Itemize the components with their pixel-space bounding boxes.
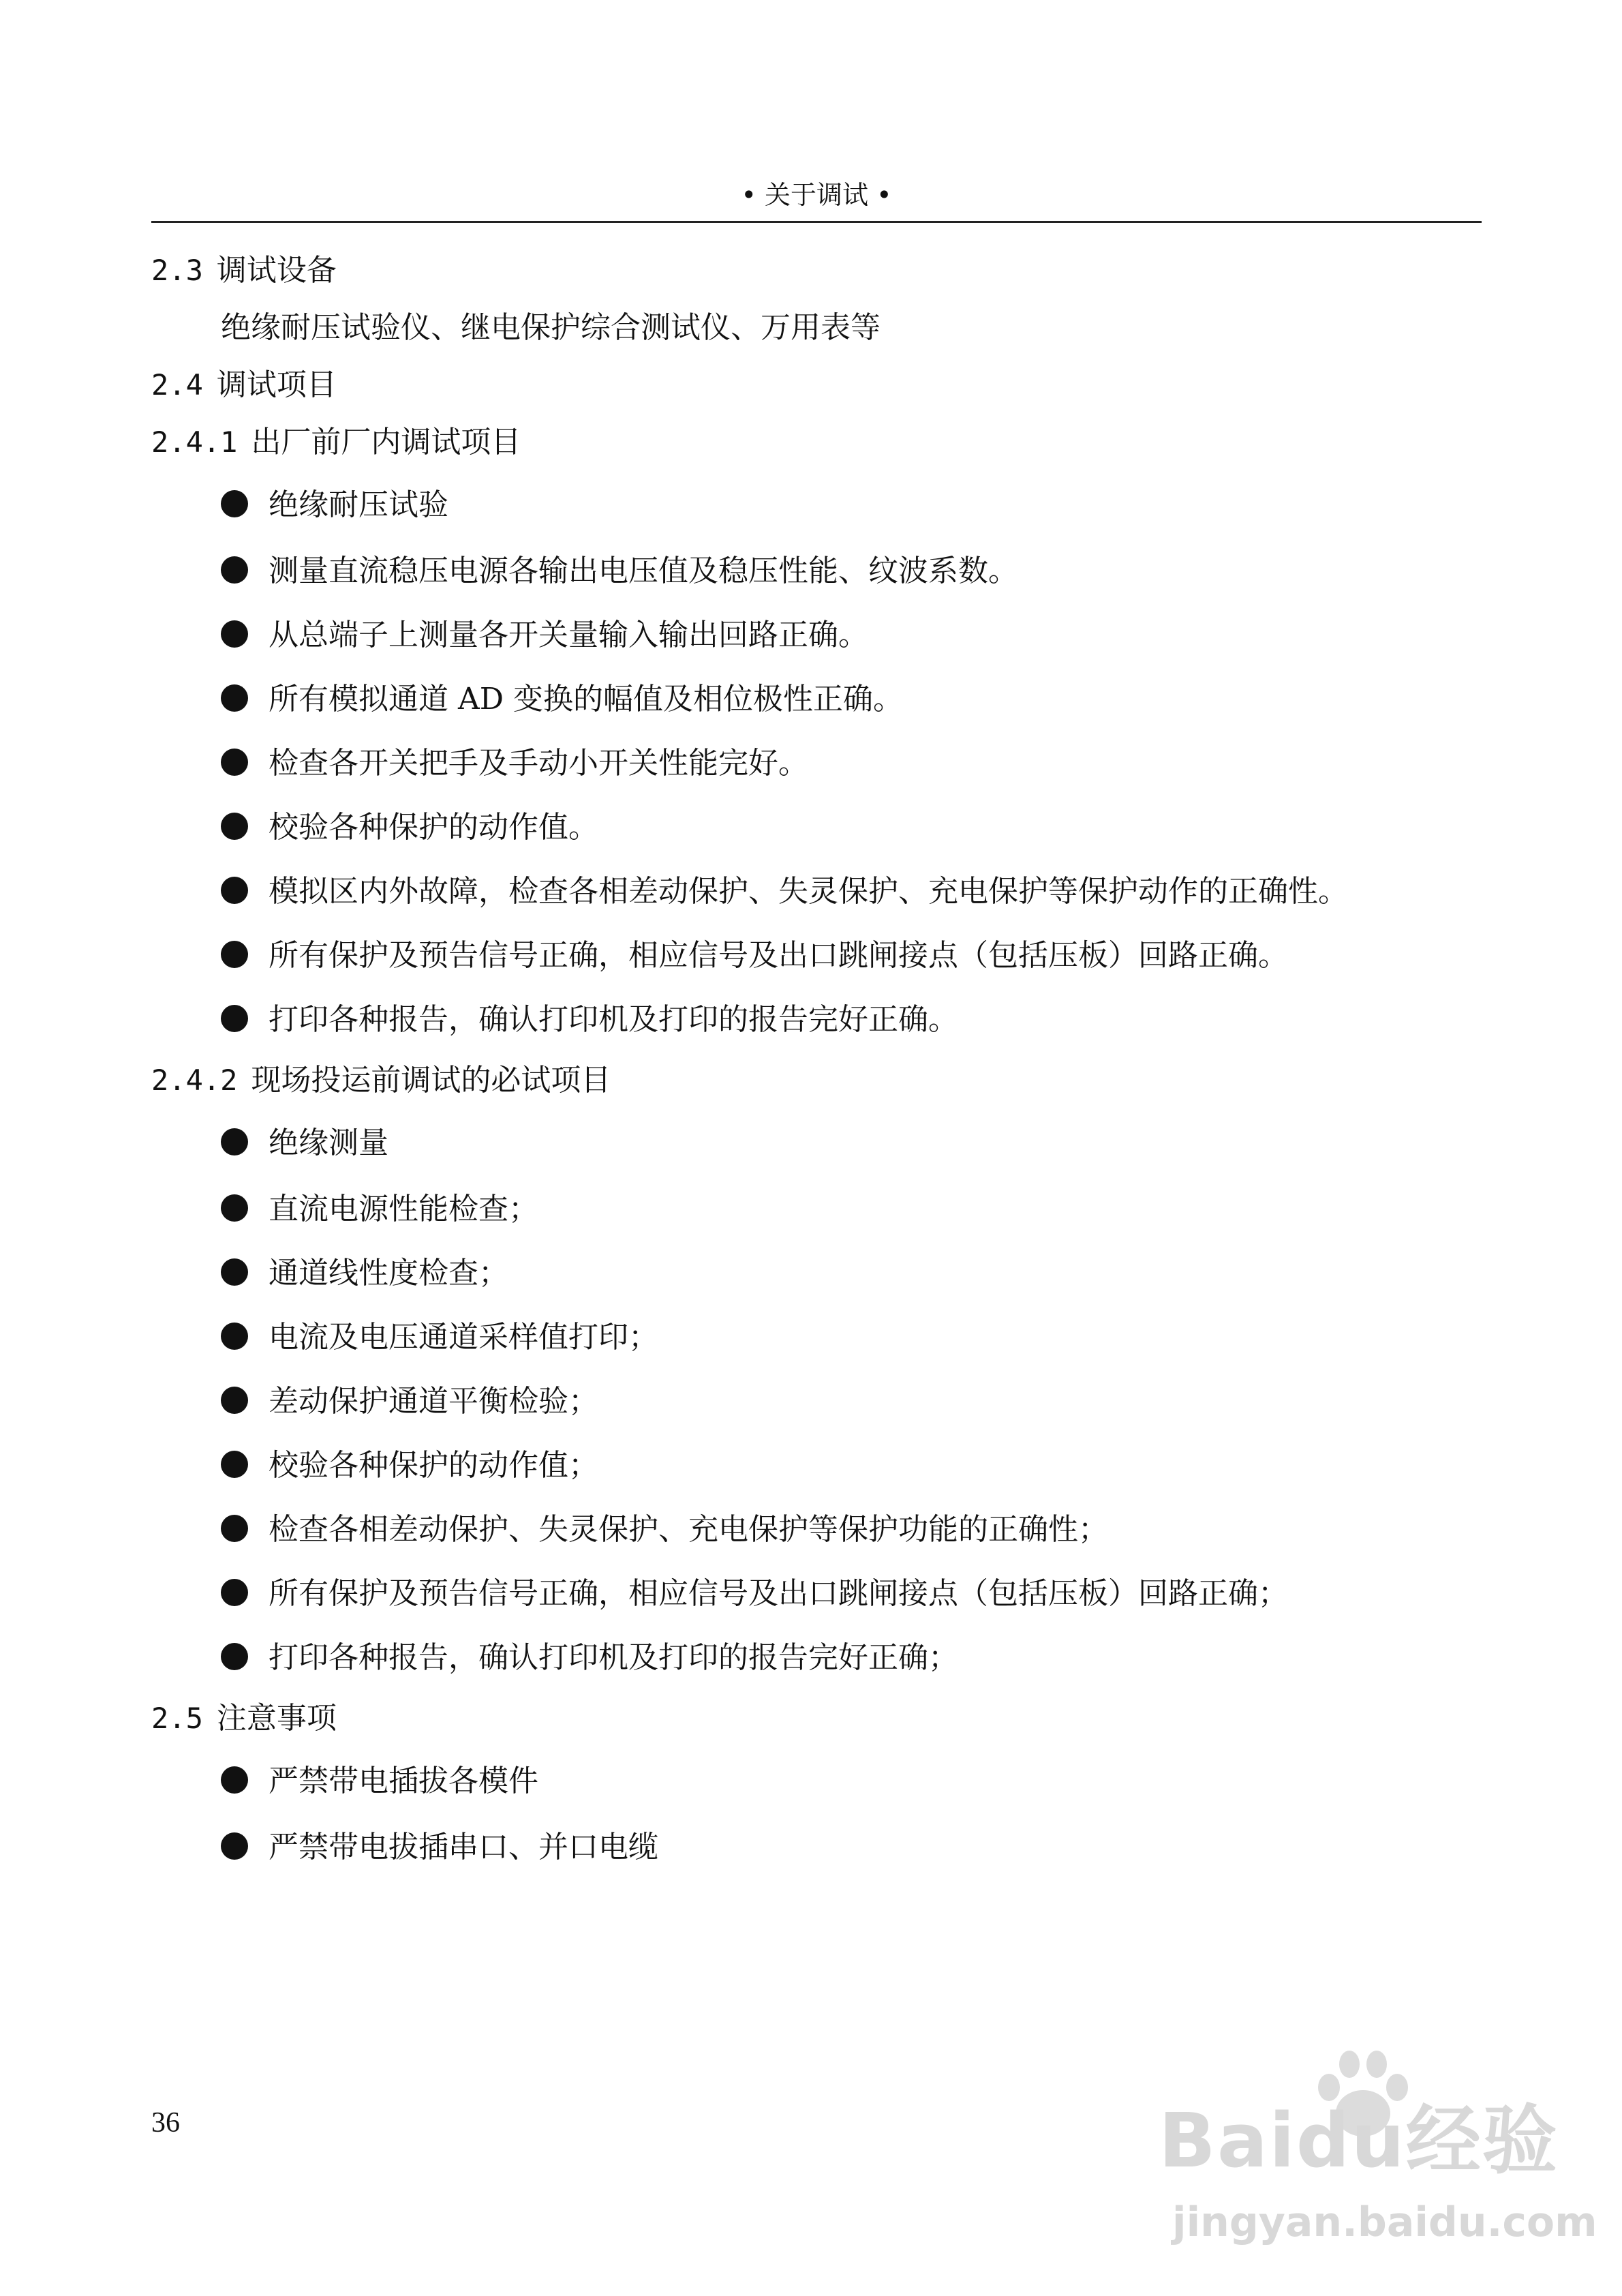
bullet-icon	[221, 1128, 248, 1155]
list-item-text: 所有保护及预告信号正确，相应信号及出口跳闸接点（包括压板）回路正确；	[269, 1576, 1288, 1611]
section-heading	[151, 357, 1482, 414]
section-title: 调试设备	[216, 253, 337, 288]
bullet-icon	[221, 1194, 248, 1222]
section-number: 2.4.2	[151, 1063, 238, 1097]
bullet-icon	[221, 1515, 248, 1542]
bullet-icon	[221, 1832, 248, 1860]
list-item	[151, 1370, 1482, 1434]
baidu-jingyan-watermark	[1131, 2045, 1597, 2277]
section-number: 2.3	[151, 254, 203, 287]
list-item-text: 差动保护通道平衡检验；	[269, 1384, 598, 1419]
bullet-icon	[221, 1387, 248, 1414]
section-heading	[151, 242, 1482, 299]
bullet-icon	[221, 620, 248, 648]
list-item	[151, 667, 1482, 731]
list-item-text: 校验各种保护的动作值。	[269, 810, 598, 845]
list-item	[151, 1434, 1482, 1498]
bullet-icon	[221, 1258, 248, 1286]
bullet-icon	[221, 556, 248, 584]
list-item	[151, 1747, 1482, 1815]
section-number: 2.4.1	[151, 425, 238, 459]
list-item-text: 所有保护及预告信号正确，相应信号及出口跳闸接点（包括压板）回路正确。	[269, 938, 1288, 973]
bullet-icon	[221, 877, 248, 904]
list-item-text: 检查各开关把手及手动小开关性能完好。	[269, 746, 808, 781]
list-item	[151, 796, 1482, 860]
list-item	[151, 1241, 1482, 1305]
list-item-text: 校验各种保护的动作值；	[269, 1448, 598, 1483]
list-item	[151, 1562, 1482, 1626]
bullet-icon	[221, 1579, 248, 1606]
section-number: 2.4	[151, 368, 203, 402]
bullet-icon	[221, 1643, 248, 1670]
section-title: 注意事项	[216, 1701, 337, 1736]
list-item	[151, 1815, 1482, 1879]
list-item-text: 通道线性度检查；	[269, 1256, 508, 1290]
list-item-text: 检查各相差动保护、失灵保护、充电保护等保护功能的正确性；	[269, 1512, 1108, 1547]
list-item-text: 绝缘耐压试验	[269, 487, 448, 522]
list-item-text: 严禁带电拔插串口、并口电缆	[269, 1830, 658, 1864]
section-title: 调试项目	[216, 367, 337, 402]
list-item	[151, 924, 1482, 988]
section-title: 现场投运前调试的必试项目	[251, 1063, 611, 1098]
list-item	[151, 1109, 1482, 1177]
watermark-brand: Baidu经验	[1159, 2097, 1559, 2184]
page-header	[151, 176, 1482, 223]
list-item-text: 绝缘测量	[269, 1126, 388, 1160]
list-item	[151, 988, 1482, 1052]
list-item	[151, 1177, 1482, 1241]
bullet-icon	[221, 813, 248, 840]
list-item	[151, 1498, 1482, 1562]
list-item	[151, 603, 1482, 667]
list-item-text: 电流及电压通道采样值打印；	[269, 1320, 658, 1355]
list-item	[151, 1626, 1482, 1690]
bullet-icon	[221, 490, 248, 517]
page-number: 36	[151, 2107, 180, 2139]
list-item-text: 打印各种报告，确认打印机及打印的报告完好正确；	[269, 1640, 958, 1675]
list-item	[151, 860, 1482, 924]
list-item	[151, 731, 1482, 796]
section-number: 2.5	[151, 1702, 203, 1735]
bullet-icon	[221, 941, 248, 968]
bullet-icon	[221, 1323, 248, 1350]
list-item-text: 打印各种报告，确认打印机及打印的报告完好正确。	[269, 1002, 958, 1037]
section-heading	[151, 414, 1482, 471]
list-item-text: 从总端子上测量各开关量输入输出回路正确。	[269, 618, 868, 652]
watermark-domain: jingyan.baidu.com	[1172, 2199, 1597, 2246]
bullet-icon	[221, 1766, 248, 1794]
paragraph-text: 绝缘耐压试验仪、继电保护综合测试仪、万用表等	[221, 310, 881, 345]
list-item-text: 测量直流稳压电源各输出电压值及稳压性能、纹波系数。	[269, 554, 1018, 588]
list-item-text: 模拟区内外故障，检查各相差动保护、失灵保护、充电保护等保护动作的正确性。	[269, 874, 1348, 909]
section-title: 出厂前厂内调试项目	[251, 425, 521, 459]
page-header-title: • 关于调试 •	[741, 180, 892, 210]
list-item-text: 直流电源性能检查；	[269, 1192, 538, 1226]
paragraph	[151, 299, 1482, 357]
section-heading	[151, 1690, 1482, 1747]
bullet-icon	[221, 684, 248, 712]
bullet-icon	[221, 1451, 248, 1478]
section-heading	[151, 1052, 1482, 1109]
list-item-text: 严禁带电插拔各模件	[269, 1764, 538, 1798]
list-item	[151, 471, 1482, 539]
bullet-icon	[221, 1005, 248, 1032]
list-item-text: 所有模拟通道 AD 变换的幅值及相位极性正确。	[269, 682, 904, 716]
bullet-icon	[221, 749, 248, 776]
list-item	[151, 1305, 1482, 1370]
document-body	[151, 242, 1482, 1879]
list-item	[151, 539, 1482, 603]
